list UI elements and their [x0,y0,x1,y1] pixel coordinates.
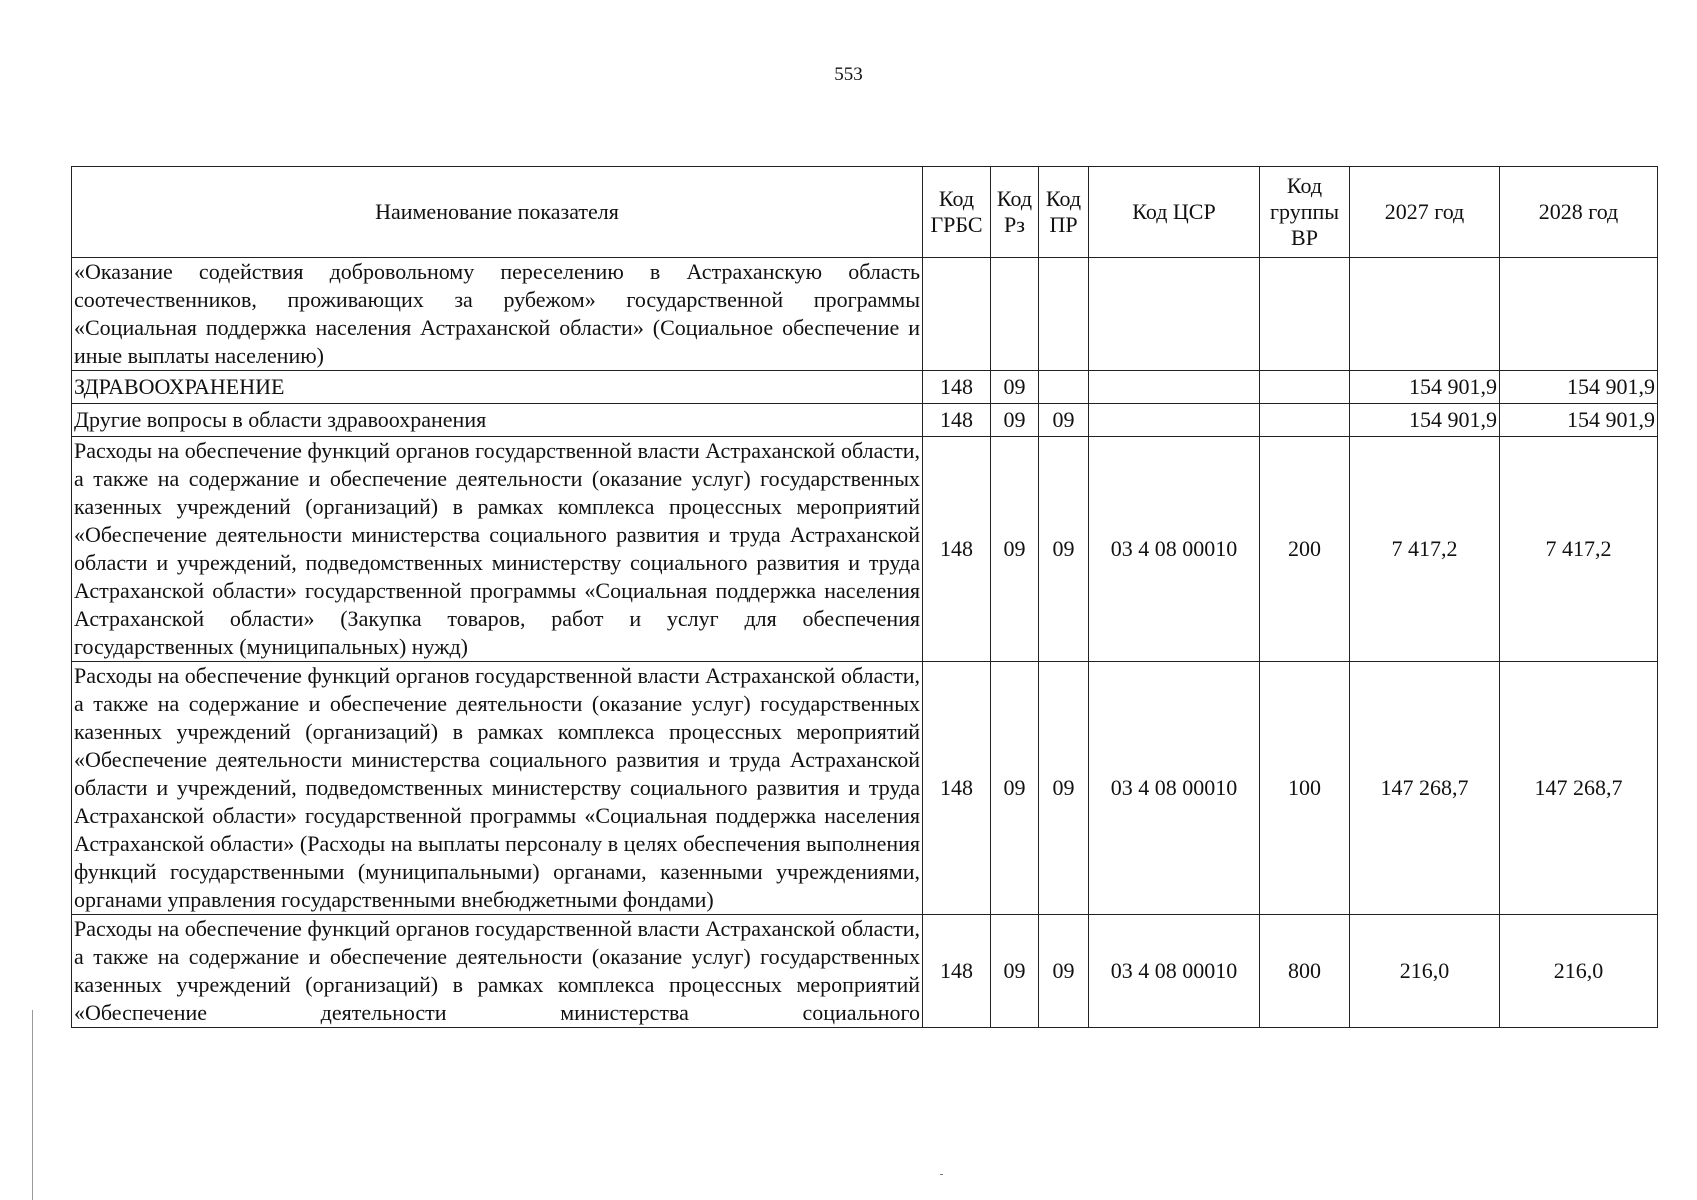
row-pr: 09 [1039,662,1089,915]
row-2027: 154 901,9 [1350,371,1500,404]
row-vr [1260,404,1350,437]
row-pr [1039,258,1089,371]
row-grbs: 148 [923,915,991,1028]
row-grbs: 148 [923,437,991,662]
row-vr [1260,371,1350,404]
header-2028: 2028 год [1500,167,1658,258]
row-2027: 147 268,7 [1350,662,1500,915]
header-grbs: Код ГРБС [923,167,991,258]
header-2027: 2027 год [1350,167,1500,258]
row-name: ЗДРАВООХРАНЕНИЕ [72,371,923,404]
table-row [72,662,1658,915]
row-2028 [1500,258,1658,371]
row-csr: 03 4 08 00010 [1089,662,1260,915]
row-2028: 7 417,2 [1500,437,1658,662]
table-row [72,371,1658,404]
header-row [72,167,1658,258]
table-row [72,437,1658,662]
row-csr [1089,258,1260,371]
row-pr: 09 [1039,404,1089,437]
row-rz: 09 [991,662,1039,915]
page-number: 553 [834,64,863,85]
row-rz: 09 [991,371,1039,404]
row-vr: 800 [1260,915,1350,1028]
row-2027 [1350,258,1500,371]
row-pr: 09 [1039,915,1089,1028]
row-rz: 09 [991,437,1039,662]
row-pr: 09 [1039,437,1089,662]
scan-margin-line [32,1010,33,1200]
table-row [72,915,1658,1028]
header-pr: Код ПР [1039,167,1089,258]
header-csr: Код ЦСР [1089,167,1260,258]
row-2027: 154 901,9 [1350,404,1500,437]
header-rz: Код Рз [991,167,1039,258]
row-name: «Оказание содействия добровольному переселению в Астраханскую область соотечественников, проживающих за рубежом» государственной программы «Социальная поддержка населения Астраханской области» (Социальное обеспечение и иные выплаты населению) [72,258,923,371]
row-2027: 216,0 [1350,915,1500,1028]
row-2028: 216,0 [1500,915,1658,1028]
row-name: Расходы на обеспечение функций органов государственной власти Астраханской области, а также на содержание и обеспечение деятельности (оказание услуг) государственных казенных учреждений (организаций) в рамках комплекса процессных мероприятий «Обеспечение деятельности министерства социального развития и труда Астраханской области и учреждений, подведомственных министерству социального развития и труда Астраханской области» государственной программы «Социальная поддержка населения Астраханской области» (Расходы на выплаты персоналу в целях обеспечения выполнения функций государственными (муниципальными) органами, казенными учреждениями, органами управления государственными внебюджетными фондами) [72,662,923,915]
row-csr: 03 4 08 00010 [1089,915,1260,1028]
row-name: Расходы на обеспечение функций органов государственной власти Астраханской области, а также на содержание и обеспечение деятельности (оказание услуг) государственных казенных учреждений (организаций) в рамках комплекса процессных мероприятий «Обеспечение деятельности министерства социального [72,915,923,1028]
row-2028: 147 268,7 [1500,662,1658,915]
scan-speck [940,1174,943,1175]
table-row [72,258,1658,371]
row-2027: 7 417,2 [1350,437,1500,662]
row-pr [1039,371,1089,404]
row-name: Расходы на обеспечение функций органов государственной власти Астраханской области, а также на содержание и обеспечение деятельности (оказание услуг) государственных казенных учреждений (организаций) в рамках комплекса процессных мероприятий «Обеспечение деятельности министерства социального развития и труда Астраханской области и учреждений, подведомственных министерству социального развития и труда Астраханской области» государственной программы «Социальная поддержка населения Астраханской области» (Закупка товаров, работ и услуг для обеспечения государственных (муниципальных) нужд) [72,437,923,662]
row-grbs [923,258,991,371]
budget-table [71,166,1658,1028]
row-vr: 200 [1260,437,1350,662]
header-name: Наименование показателя [72,167,923,258]
header-vr: Код группы ВР [1260,167,1350,258]
row-csr [1089,371,1260,404]
row-vr: 100 [1260,662,1350,915]
row-rz: 09 [991,915,1039,1028]
table-row [72,404,1658,437]
row-grbs: 148 [923,662,991,915]
row-grbs: 148 [923,404,991,437]
row-csr [1089,404,1260,437]
row-csr: 03 4 08 00010 [1089,437,1260,662]
row-vr [1260,258,1350,371]
row-rz [991,258,1039,371]
row-grbs: 148 [923,371,991,404]
row-rz: 09 [991,404,1039,437]
row-2028: 154 901,9 [1500,404,1658,437]
row-name: Другие вопросы в области здравоохранения [72,404,923,437]
row-2028: 154 901,9 [1500,371,1658,404]
